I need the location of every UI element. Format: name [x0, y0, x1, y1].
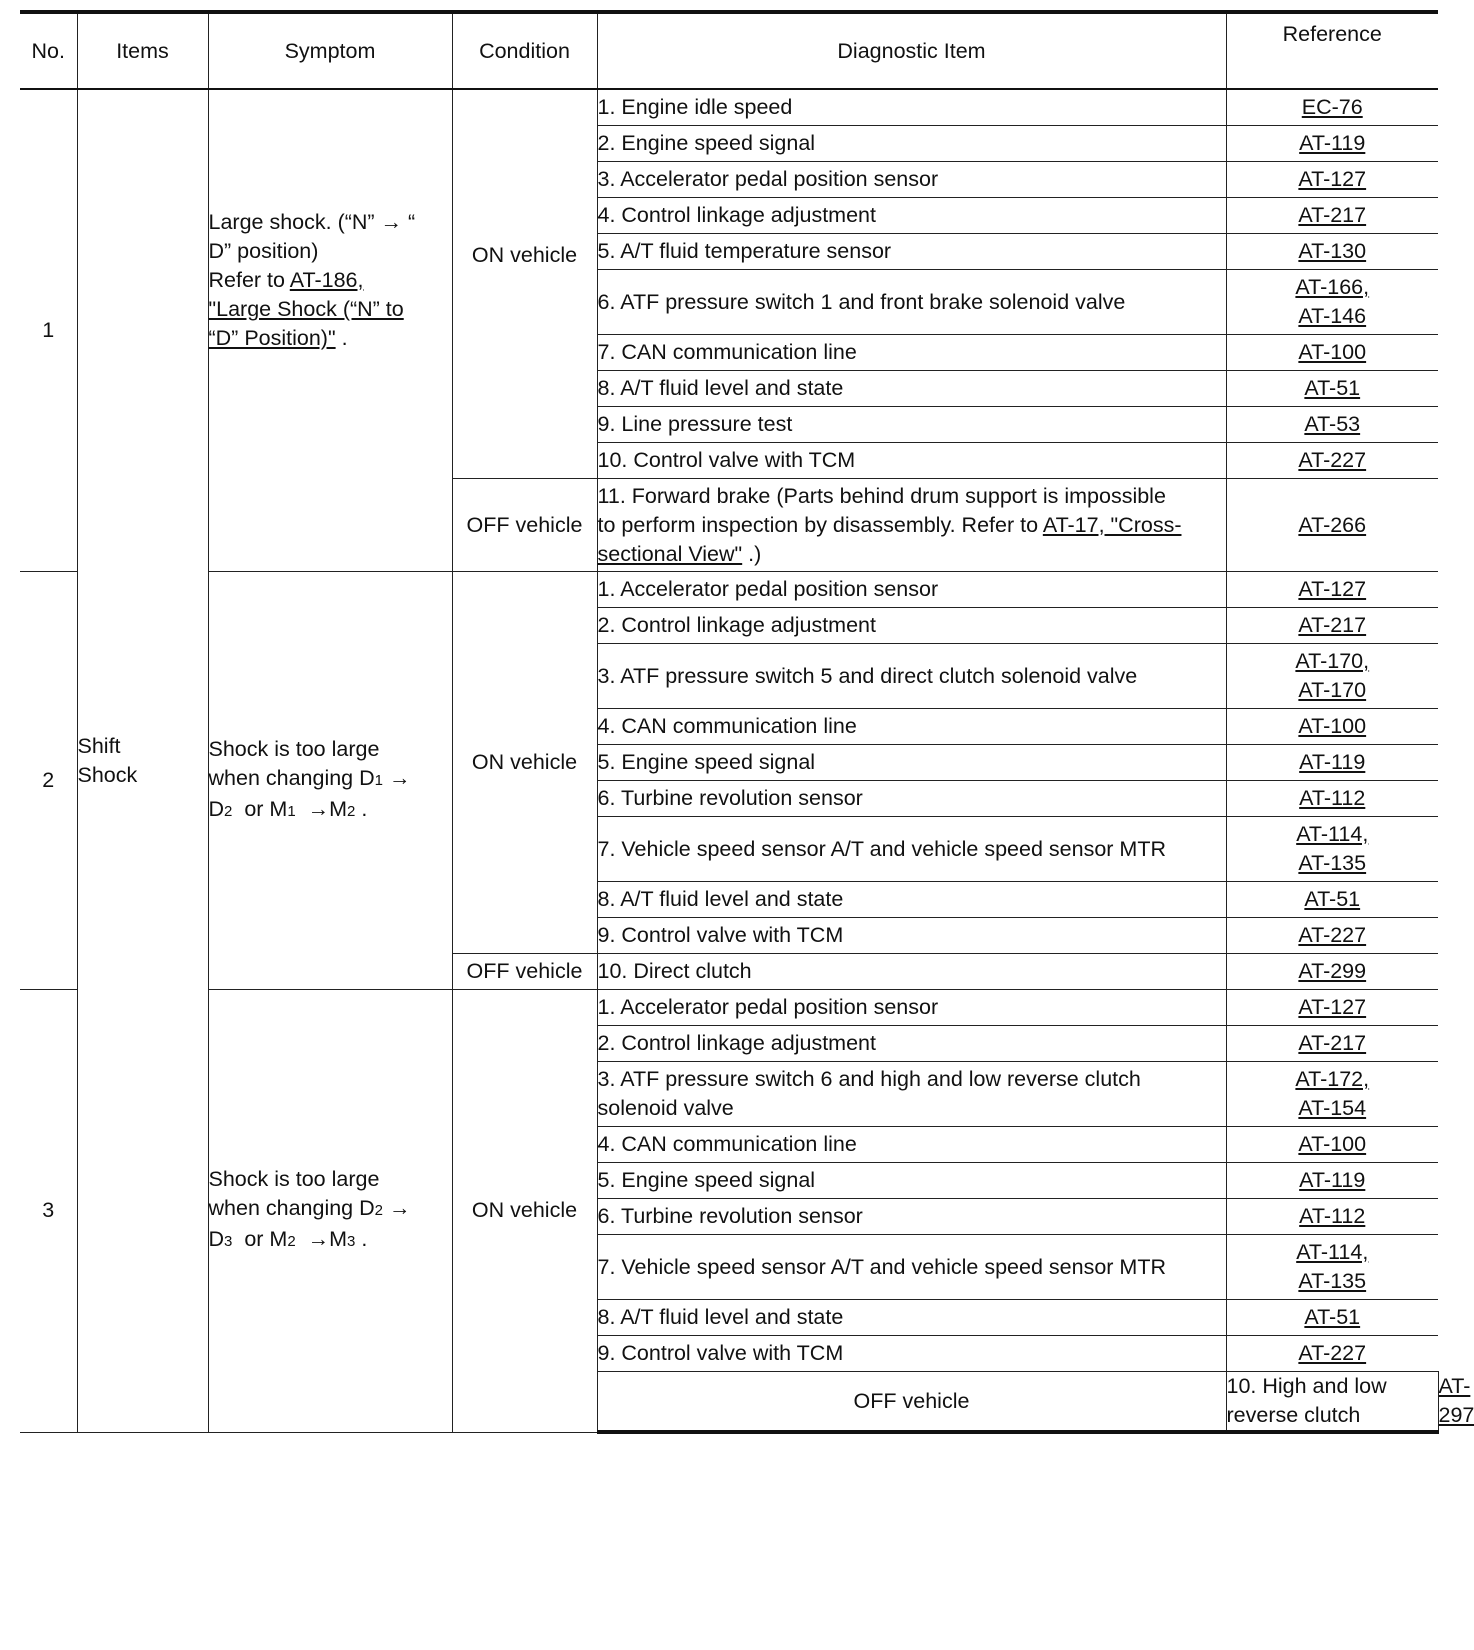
diagnostic-item: 6. Turbine revolution sensor — [597, 1199, 1226, 1235]
condition-cell: ON vehicle — [452, 990, 597, 1433]
symptom-subscript: 2 — [287, 1233, 296, 1251]
symptom-text: → — [383, 766, 411, 790]
reference-cell — [1226, 1300, 1438, 1336]
reference-cell — [1226, 1199, 1438, 1235]
diagnostic-item: 10. Direct clutch — [597, 954, 1226, 990]
symptom-cell — [208, 89, 452, 572]
reference-link[interactable]: AT-217 — [1298, 1031, 1367, 1055]
diagnostic-item: 3. ATF pressure switch 5 and direct clutch solenoid valve — [597, 644, 1226, 709]
symptom-text: →M — [295, 797, 348, 821]
diagnostic-item: 1. Engine idle speed — [597, 89, 1226, 126]
condition-cell: OFF vehicle — [597, 1372, 1226, 1433]
condition-cell: ON vehicle — [452, 572, 597, 954]
reference-link[interactable]: AT-154 — [1298, 1096, 1367, 1120]
symptom-text: . — [355, 1227, 368, 1252]
reference-link[interactable]: AT-127 — [1298, 167, 1367, 191]
reference-link[interactable]: EC-76 — [1301, 95, 1363, 119]
reference-cell — [1226, 608, 1438, 644]
symptom-text: when changing D — [208, 766, 375, 790]
reference-cell — [1226, 198, 1438, 234]
condition-cell: OFF vehicle — [452, 954, 597, 990]
reference-link[interactable]: AT-53 — [1304, 412, 1361, 436]
reference-cell — [1226, 781, 1438, 817]
reference-link[interactable]: AT-227 — [1298, 1341, 1367, 1365]
symptom-text: Large shock. (“N” → “ — [208, 210, 416, 234]
reference-cell — [1226, 1062, 1438, 1127]
reference-link[interactable]: AT-135 — [1298, 1269, 1367, 1293]
diagnostic-item: 8. A/T fluid level and state — [597, 882, 1226, 918]
items-label-line: Shift — [77, 733, 121, 758]
diagnostic-item: 9. Control valve with TCM — [597, 918, 1226, 954]
reference-cell — [1226, 1127, 1438, 1163]
reference-link[interactable]: AT-114, — [1296, 822, 1369, 846]
diagnostic-item: 4. Control linkage adjustment — [597, 198, 1226, 234]
reference-link[interactable]: AT-217 — [1298, 203, 1367, 227]
header-row — [20, 12, 1438, 89]
table-row — [20, 990, 1438, 1026]
reference-link[interactable]: AT-100 — [1298, 1132, 1367, 1156]
reference-link[interactable]: AT-172, — [1295, 1067, 1370, 1091]
diagnostic-item: 6. ATF pressure switch 1 and front brake solenoid valve — [597, 270, 1226, 335]
reference-cell — [1226, 335, 1438, 371]
symptom-text: D — [208, 1227, 225, 1252]
symptom-text: or M — [232, 1227, 288, 1252]
header-reference: Reference — [1226, 12, 1438, 89]
symptom-cell — [208, 990, 452, 1433]
condition-label: ON vehicle — [471, 243, 578, 267]
diagnostic-item: 10. High and low reverse clutch — [1226, 1372, 1438, 1433]
diagnostic-item: 9. Line pressure test — [597, 407, 1226, 443]
symptom-subscript: 3 — [224, 1233, 233, 1251]
diagnostic-item: 3. ATF pressure switch 6 and high and low reverse clutch solenoid valve — [597, 1062, 1226, 1127]
reference-link[interactable]: AT-100 — [1298, 714, 1367, 738]
diagnostic-item: 8. A/T fluid level and state — [597, 371, 1226, 407]
reference-cell — [1226, 918, 1438, 954]
diagnostic-item: 1. Accelerator pedal position sensor — [597, 990, 1226, 1026]
diagnostic-item: 10. Control valve with TCM — [597, 443, 1226, 479]
items-label-line: Shock — [77, 762, 138, 787]
diagnostic-item: 5. Engine speed signal — [597, 1163, 1226, 1199]
reference-cell — [1226, 126, 1438, 162]
symptom-subscript: 2 — [224, 803, 233, 820]
table-row — [20, 89, 1438, 126]
reference-link[interactable]: AT-217 — [1298, 613, 1367, 637]
reference-cell — [1226, 745, 1438, 781]
symptom-text: or M — [232, 797, 288, 821]
condition-cell: OFF vehicle — [452, 479, 597, 572]
reference-cell — [1226, 89, 1438, 126]
symptom-subscript: 2 — [347, 803, 356, 820]
reference-link[interactable]: "Large Shock (“N” to — [208, 297, 404, 321]
diagnostic-item: 7. CAN communication line — [597, 335, 1226, 371]
row-number: 3 — [20, 990, 77, 1433]
symptom-text: Shock is too large — [208, 737, 380, 761]
reference-link[interactable]: AT-127 — [1298, 995, 1367, 1019]
reference-link[interactable]: AT-297 — [1438, 1374, 1474, 1427]
header-items: Items — [77, 12, 208, 89]
diagnostic-item: 1. Accelerator pedal position sensor — [597, 572, 1226, 608]
reference-link[interactable]: AT-51 — [1304, 1305, 1361, 1329]
items-cell — [77, 89, 208, 1432]
diagnostic-item: 2. Engine speed signal — [597, 126, 1226, 162]
reference-link[interactable]: “D” Position)" — [208, 326, 336, 350]
symptom-subscript: 1 — [374, 772, 383, 789]
diagnostic-item: 5. A/T fluid temperature sensor — [597, 234, 1226, 270]
reference-cell — [1226, 407, 1438, 443]
reference-cell — [1226, 882, 1438, 918]
diagnostic-item: 2. Control linkage adjustment — [597, 1026, 1226, 1062]
symptom-text: D — [208, 797, 225, 821]
symptom-text: . — [335, 326, 348, 350]
reference-link[interactable]: AT-119 — [1299, 750, 1366, 774]
reference-link[interactable]: AT-170, — [1295, 649, 1370, 673]
diagnostic-item-text: to perform inspection by disassembly. Refer to — [597, 512, 1043, 537]
reference-cell — [1226, 709, 1438, 745]
reference-cell — [1226, 443, 1438, 479]
diagnostic-item: 4. CAN communication line — [597, 1127, 1226, 1163]
reference-cell — [1226, 162, 1438, 198]
reference-cell — [1226, 644, 1438, 709]
reference-cell — [1226, 270, 1438, 335]
reference-cell — [1226, 1235, 1438, 1300]
reference-link[interactable]: AT-119 — [1299, 1168, 1366, 1192]
reference-link[interactable]: AT-130 — [1298, 239, 1367, 263]
diagnostic-item-text: .) — [742, 541, 762, 566]
reference-link[interactable]: AT-170 — [1298, 678, 1367, 702]
reference-link[interactable]: AT-112 — [1299, 786, 1366, 810]
reference-cell — [1226, 1026, 1438, 1062]
symptom-text: D” position) — [208, 239, 319, 263]
reference-link[interactable]: AT-17, "Cross- — [1042, 512, 1182, 537]
symptom-subscript: 2 — [374, 1202, 383, 1220]
reference-link[interactable]: AT-51 — [1304, 376, 1361, 400]
diagnostic-item: 8. A/T fluid level and state — [597, 1300, 1226, 1336]
symptom-cell — [208, 572, 452, 990]
header-diagnostic-item: Diagnostic Item — [597, 12, 1226, 89]
reference-link[interactable]: AT-112 — [1299, 1204, 1366, 1228]
reference-link[interactable]: AT-119 — [1299, 131, 1366, 155]
reference-cell — [1226, 1336, 1438, 1372]
reference-link[interactable]: AT-299 — [1298, 959, 1367, 983]
symptom-text: Refer to — [208, 268, 290, 292]
header-no: No. — [20, 12, 77, 89]
diagnostic-item: 2. Control linkage adjustment — [597, 608, 1226, 644]
reference-link[interactable]: AT-266 — [1298, 512, 1367, 537]
header-symptom: Symptom — [208, 12, 452, 89]
reference-cell — [1226, 954, 1438, 990]
symptom-subscript: 1 — [287, 803, 296, 820]
reference-link[interactable]: AT-51 — [1304, 887, 1361, 911]
reference-link[interactable]: sectional View" — [597, 541, 743, 566]
reference-link[interactable]: AT-135 — [1298, 851, 1367, 875]
diagnostic-item: 9. Control valve with TCM — [597, 1336, 1226, 1372]
diagnostic-table — [20, 10, 1474, 1434]
symptom-subscript: 3 — [347, 1233, 356, 1251]
reference-link[interactable]: AT-186, — [289, 268, 364, 292]
reference-cell — [1226, 817, 1438, 882]
reference-link[interactable]: AT-114, — [1296, 1240, 1369, 1264]
reference-link[interactable]: AT-227 — [1298, 448, 1367, 472]
symptom-text: when changing D — [208, 1196, 375, 1221]
reference-cell — [1226, 990, 1438, 1026]
diagnostic-item: 7. Vehicle speed sensor A/T and vehicle speed sensor MTR — [597, 817, 1226, 882]
diagnostic-item: 6. Turbine revolution sensor — [597, 781, 1226, 817]
header-condition: Condition — [452, 12, 597, 89]
reference-link[interactable]: AT-127 — [1298, 577, 1367, 601]
symptom-text: Shock is too large — [208, 1167, 380, 1192]
reference-cell — [1226, 371, 1438, 407]
reference-cell — [1226, 572, 1438, 608]
symptom-text: →M — [295, 1227, 348, 1252]
diagnostic-item — [597, 479, 1226, 572]
reference-link[interactable]: AT-166, — [1295, 275, 1370, 299]
reference-link[interactable]: AT-227 — [1298, 923, 1367, 947]
reference-cell — [1226, 479, 1438, 572]
reference-cell — [1226, 234, 1438, 270]
row-number: 1 — [20, 89, 77, 572]
reference-link[interactable]: AT-146 — [1298, 304, 1367, 328]
reference-cell — [1226, 1163, 1438, 1199]
reference-link[interactable]: AT-100 — [1298, 340, 1367, 364]
diagnostic-item-text: 11. Forward brake (Parts behind drum support is impossible — [597, 483, 1166, 508]
diagnostic-item: 7. Vehicle speed sensor A/T and vehicle speed sensor MTR — [597, 1235, 1226, 1300]
symptom-text: . — [355, 797, 368, 821]
diagnostic-item: 5. Engine speed signal — [597, 745, 1226, 781]
row-number: 2 — [20, 572, 77, 990]
condition-cell — [452, 89, 597, 479]
diagnostic-item: 3. Accelerator pedal position sensor — [597, 162, 1226, 198]
diagnostic-item: 4. CAN communication line — [597, 709, 1226, 745]
table-row — [20, 572, 1438, 608]
symptom-text: → — [383, 1196, 411, 1221]
